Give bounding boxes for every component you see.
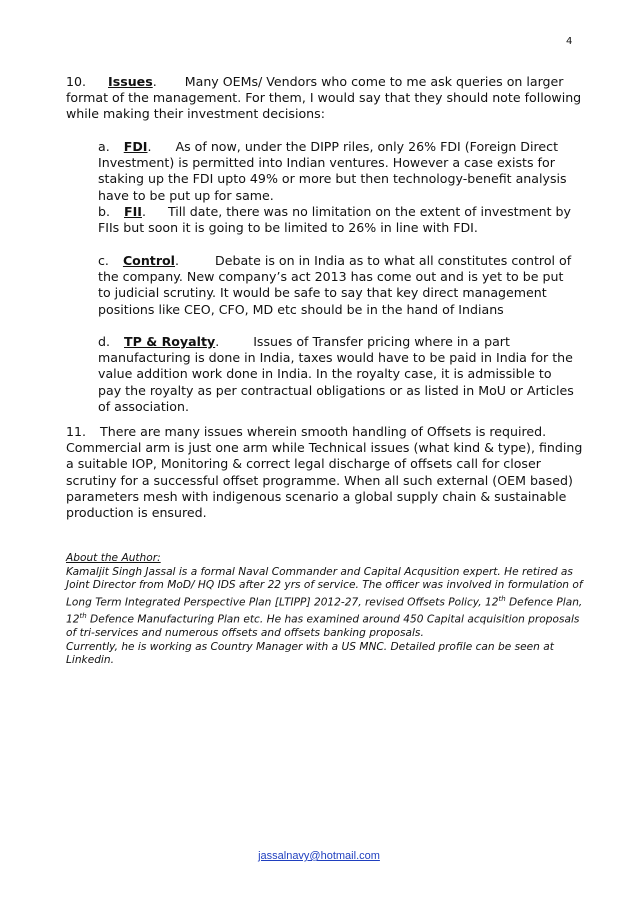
item-11-paragraph	[66, 424, 586, 521]
subitem-text: As of now, under the DIPP riles, only 26% FDI (Foreign Direct Investment) is permitted into Indian ventures. However a case exists for staking up the FDI upto 49% or more but then technology-benefit analysis have to be put up for same.	[98, 139, 567, 203]
item-10-paragraph	[66, 74, 586, 123]
author-current: Currently, he is working as Country Manager with a US MNC. Detailed profile can be seen at Linkedin.	[66, 640, 554, 667]
item-10-label: Issues	[108, 74, 153, 89]
subitem-label-dot: .	[215, 334, 220, 349]
subitem-label-dot: .	[147, 139, 152, 154]
superscript: th	[498, 594, 506, 603]
subitem-control	[98, 253, 578, 318]
page-number: 4	[566, 36, 573, 47]
subitem-label-dot: .	[175, 253, 180, 268]
item-10-number: 10.	[66, 74, 87, 89]
subitem-label: FDI	[123, 139, 148, 154]
subitem-letter: c.	[98, 253, 109, 268]
subitem-letter: a.	[98, 139, 110, 154]
about-author	[66, 552, 586, 668]
author-bio	[66, 566, 586, 641]
author-bio-part: Defence Manufacturing Plan etc. He has examined around 450 Capital acquisition proposals of tri-services and numerous offsets and offsets banking proposals.	[66, 613, 580, 640]
subitem-label-dot: .	[141, 204, 146, 219]
subitem-text: Debate is on in India as to what all constitutes control of the company. New company’s act 2013 has come out and is yet to be put to judicial scrutiny. It would be safe to say that key direct management positions like CEO, CFO, MD etc should be in the hand of Indians	[98, 253, 572, 317]
superscript: th	[79, 611, 87, 620]
author-heading: About the Author:	[66, 552, 161, 564]
subitem-text: Issues of Transfer pricing where in a part manufacturing is done in India, taxes would have to be paid in India for the value addition work done in India. In the royalty case, it is admissible to pay the royalty as per contractual obligations or as listed in MoU or Articles of association.	[98, 334, 574, 414]
item-10-text: Many OEMs/ Vendors who come to me ask queries on larger format of the management. For them, I would say that they should note following while making their investment decisions:	[66, 74, 582, 122]
subitem-fii	[98, 204, 578, 236]
footer-email-link[interactable]: jassalnavy@hotmail.com	[258, 850, 380, 862]
subitem-letter: b.	[98, 204, 110, 219]
author-bio-part: Kamaljit Singh Jassal is a formal Naval Commander and Capital Acqusition expert. He retired as Joint Director from MoD/ HQ IDS after 22 yrs of service. The officer was involved in formulation of Long Term Integrated Perspective Plan [LTIPP] 2012-27, revised Offsets Policy, 12	[66, 565, 583, 609]
subitem-fdi	[98, 139, 578, 204]
subitem-label: TP & Royalty	[124, 334, 216, 349]
item-11-number: 11.	[66, 424, 87, 439]
item-11-text: There are many issues wherein smooth handling of Offsets is required. Commercial arm is just one arm while Technical issues (what kind & type), finding a suitable IOP, Monitoring & correct legal discharge of offsets call for closer scrutiny for a successful offset programme. When all such external (OEM based) parameters mesh with indigenous scenario a global supply chain & sustainable production is ensured.	[66, 424, 583, 521]
subitem-label: Control	[122, 253, 175, 268]
subitem-text: Till date, there was no limitation on the extent of investment by FIIs but soon it is going to be limited to 26% in line with FDI.	[98, 204, 572, 236]
subitem-tp-royalty	[98, 334, 578, 415]
subitem-label: FII	[124, 204, 142, 219]
author-bio-part: Defence Plan, 12	[66, 596, 583, 626]
item-10-label-dot: .	[152, 74, 157, 89]
subitem-letter: d.	[98, 334, 110, 349]
